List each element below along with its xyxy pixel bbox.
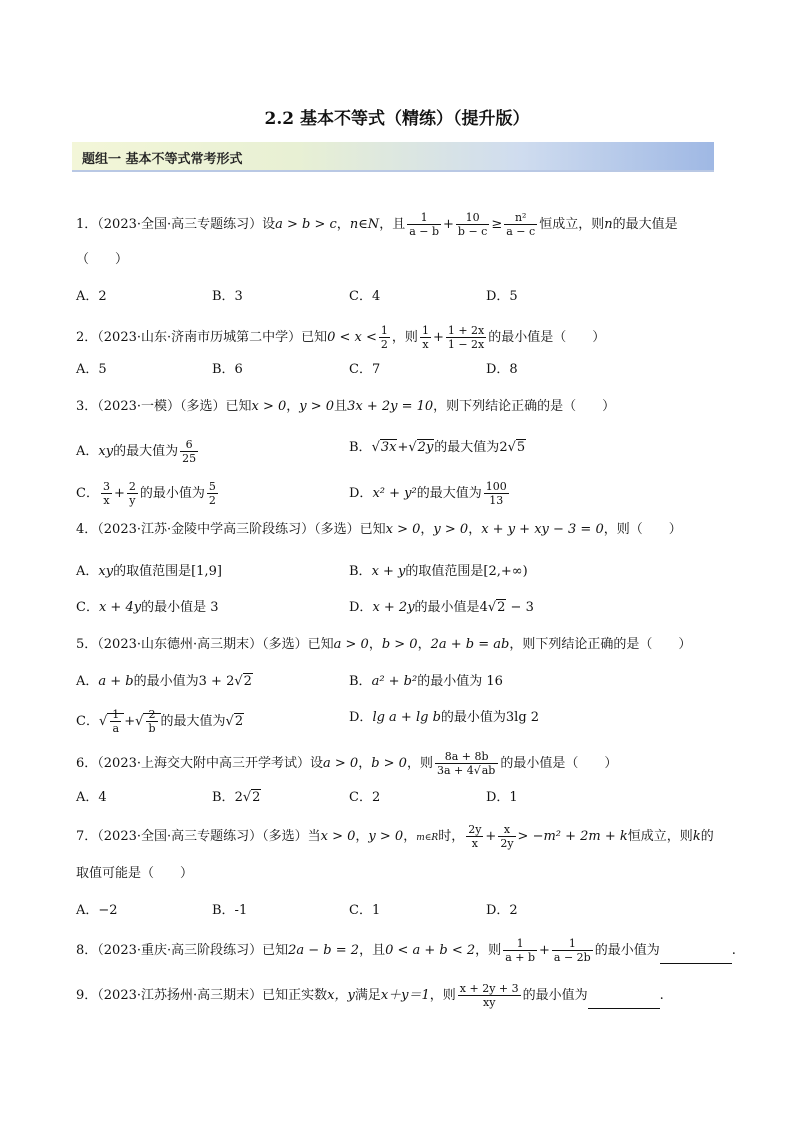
q1-stem: 1．（2023·全国·高三专题练习）设 (76, 217, 276, 232)
section-banner (72, 142, 714, 172)
q5-cond-2: b > 0 (381, 637, 418, 652)
q2-option-a: A．5 (76, 362, 107, 377)
q5-option-a: A．a + b的最小值为3 + 2√2 (76, 674, 252, 689)
q6-option-c: C．2 (349, 790, 381, 805)
q8-stem: 8．（2023·重庆·高三阶段练习）已知 (76, 943, 289, 958)
q7-stem: 7．（2023·全国·高三专题练习）（多选）当 (76, 829, 321, 844)
q6-option-a: A．4 (76, 790, 107, 805)
q3-stem-b: 且 (334, 399, 348, 414)
question-4: 4．（2023·江苏·金陵中学高三阶段练习）（多选）已知x > 0，y > 0，x + y + xy − 3 = 0，则（ ） (76, 522, 682, 537)
question-1 (76, 211, 678, 238)
q1-stem-b: ，且 (379, 217, 406, 232)
question-2 (76, 324, 605, 351)
q2-condition: 0 < x < (327, 330, 377, 345)
q2-frac-a: $\frac{1}{x}$ (421, 324, 429, 351)
q4-option-c: C．x + 4y的最小值是 3 (76, 600, 219, 615)
q5-stem: 5．（2023·山东德州·高三期末）（多选）已知 (76, 637, 334, 652)
q7-line-2: 取值可能是（ ） (76, 866, 194, 881)
q1-geq: ≥ (491, 217, 503, 232)
q5-option-b: B．a² + b²的最小值为 16 (349, 674, 503, 689)
q5-option-d: D．lg a + lg b的最小值为3lg 2 (349, 710, 540, 725)
q6-option-d: D．1 (486, 790, 518, 805)
q2-stem-b: ，则 (391, 330, 418, 345)
q1-stem-d: 的最大值是 (612, 217, 678, 232)
section-title: 题组一 基本不等式常考形式 (82, 152, 243, 167)
q1-frac-1: $\frac{1}{a - b}$ (409, 211, 440, 238)
q1-stem-c: 恒成立，则 (539, 217, 605, 232)
q9-stem: 9．（2023·江苏扬州·高三期末）已知正实数 (76, 988, 328, 1003)
q3-stem: 3．（2023·一模）（多选）已知 (76, 399, 252, 414)
q3-option-a: A．xy的最大值为 $\frac{6}{25}$ (76, 438, 197, 465)
q2-plus: + (432, 330, 444, 345)
q4-option-b: B．x + y的取值范围是[2,+∞) (349, 564, 528, 579)
q3-sep: ， (286, 399, 300, 414)
q7-option-a: A．−2 (76, 903, 118, 918)
q1-frac-2: $\frac{10}{b - c}$ (457, 211, 488, 238)
q3-cond-1: x > 0 (251, 399, 287, 414)
q3-option-c: C． $\frac{3}{x}$ + $\frac{2}{y}$ 的最小值为 $\frac{5}{2}$ (76, 480, 216, 507)
q2-option-d: D．8 (486, 362, 518, 377)
q2-frac-b: $\frac{1 + 2x}{1 - 2x}$ (447, 324, 485, 351)
question-7: 7．（2023·全国·高三专题练习）（多选）当x > 0，y > 0，m∈R时， $\frac{2y}{x}$ + $\frac{x}{2y}$ > −m² + 2m + k恒成立，则k的 (76, 823, 714, 850)
q3-cond-3: 3x + 2y = 10 (347, 399, 434, 414)
q3-option-b: B．√3x+√2y的最大值为2√5 (349, 440, 526, 455)
q3-stem-c: ，则下列结论正确的是（ ） (433, 399, 616, 414)
q6-option-b: B．2√2 (212, 790, 261, 805)
q1-option-b: B．3 (212, 289, 243, 304)
q1-paren: （ ） (76, 252, 129, 267)
page-title: 2.2 基本不等式（精练）（提升版） (264, 109, 530, 129)
q1-option-a: A．2 (76, 289, 107, 304)
q1-n-domain: n∈N (349, 217, 380, 232)
q1-option-c: C．4 (349, 289, 381, 304)
question-6: 6．（2023·上海交大附中高三开学考试）设a > 0，b > 0，则 $\frac{8a + 8b}{3a + 4√ab}$ 的最小值是（ ） (76, 750, 618, 777)
q2-stem: 2．（2023·山东·济南市历城第二中学）已知 (76, 330, 328, 345)
q7-option-b: B．-1 (212, 903, 248, 918)
q1-sep: ， (336, 217, 350, 232)
q3-option-d: D．x² + y²的最大值为 $\frac{100}{13}$ (349, 480, 507, 507)
q1-n-var: n (604, 217, 613, 232)
q2-frac-half: $\frac{1}{2}$ (380, 324, 388, 351)
q1-condition: a > b > c (275, 217, 337, 232)
question-5: 5．（2023·山东德州·高三期末）（多选）已知a > 0，b > 0，2a + b = ab，则下列结论正确的是（ ） (76, 637, 692, 652)
q2-option-c: C．7 (349, 362, 381, 377)
q4-option-a: A．xy的取值范围是[1,9] (76, 564, 222, 579)
question-9: 9．（2023·江苏扬州·高三期末）已知正实数x，y满足x＋y＝1，则 $\frac{x + 2y + 3}{xy}$ 的最小值为 . (76, 982, 664, 1009)
q4-cond-3: x + y + xy − 3 = 0 (481, 522, 604, 537)
question-3 (76, 397, 615, 417)
q1-plus: + (443, 217, 454, 232)
q1-option-d: D．5 (486, 289, 518, 304)
q3-cond-2: y > 0 (299, 399, 335, 414)
q2-option-b: B．6 (212, 362, 243, 377)
q4-option-d: D．x + 2y的最小值是4√2 − 3 (349, 600, 534, 615)
q7-option-d: D．2 (486, 903, 518, 918)
q8-answer-blank[interactable] (660, 949, 732, 964)
question-8: 8．（2023·重庆·高三阶段练习）已知2a − b = 2，且0 < a + b < 2，则 $\frac{1}{a + b}$ + $\frac{1}{a - 2b}$ 的最小值为 . (76, 937, 736, 964)
q7-option-c: C．1 (349, 903, 381, 918)
q4-cond-2: y > 0 (433, 522, 469, 537)
q5-option-c: C．√ $\frac{1}{a}$ +√ $\frac{2}{b}$ 的最大值为√2 (76, 708, 244, 735)
q6-stem: 6．（2023·上海交大附中高三开学考试）设 (76, 756, 323, 771)
q1-frac-3: $\frac{\text{n²}}{a - c}$ (506, 211, 536, 238)
q9-answer-blank[interactable] (588, 994, 660, 1009)
q6-frac: $\frac{8a + 8b}{3a + 4√ab}$ (435, 750, 498, 777)
q2-stem-c: 的最小值是（ ） (488, 330, 606, 345)
q4-stem: 4．（2023·江苏·金陵中学高三阶段练习）（多选）已知 (76, 522, 386, 537)
q5-cond-3: 2a + b = ab (430, 637, 510, 652)
q4-cond-1: x > 0 (385, 522, 421, 537)
q5-cond-1: a > 0 (333, 637, 369, 652)
